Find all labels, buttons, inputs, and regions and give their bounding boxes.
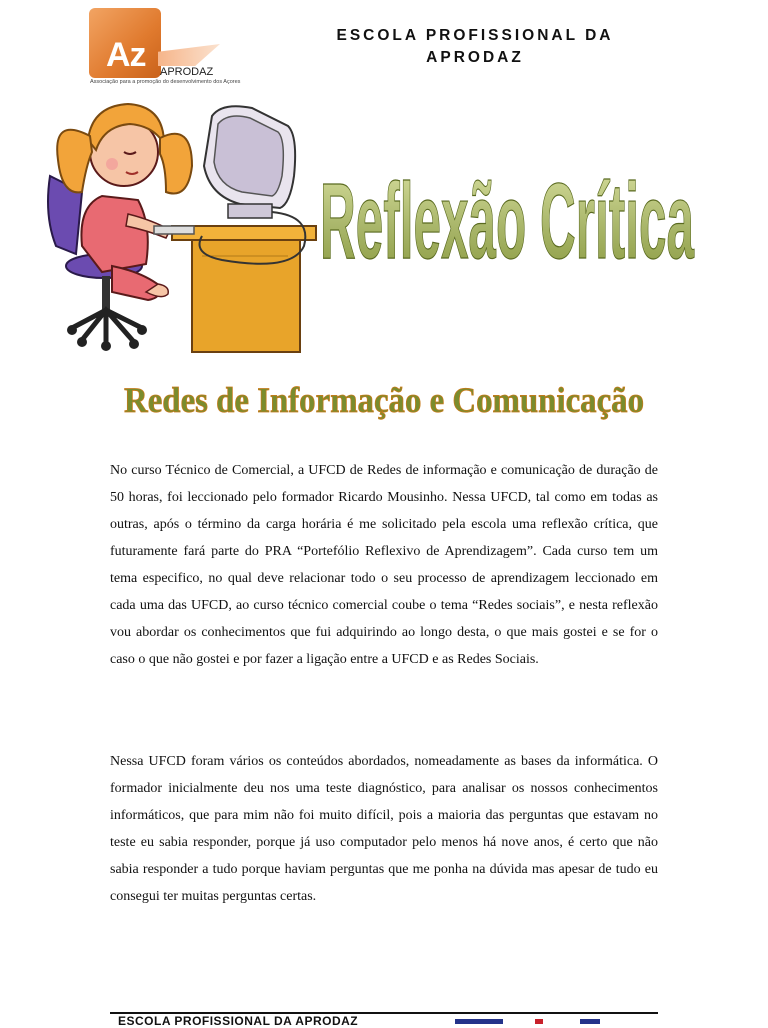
logo-letters: Az [106, 36, 146, 74]
paragraph-2: Nessa UFCD foram vários os conteúdos abordados, nomeadamente as bases da informática. O formador inicialmente deu nos uma teste diagnóstico, para analisar os nossos conhecimentos informáticos, que para mim não foi muito difícil, pois a maioria das perguntas que estavam no teste eu sabia responder, porque já uso computador pelo menos há nove anos, é certo que não sabia responder a tudo porque haviam perguntas que me ponha na dúvida mas apesar de tudo eu consegui ter muitas perguntas certas. [110, 754, 658, 904]
footer-logo-icon [455, 1019, 503, 1024]
logo-name: APRODAZ [160, 66, 214, 78]
footer-text: ESCOLA PROFISSIONAL DA APRODAZ [118, 1014, 359, 1028]
paragraph-1: No curso Técnico de Comercial, a UFCD de Redes de informação e comunicação de duração de 50 horas, foi leccionado pelo formador Ricardo Mousinho. Nessa UFCD, tal como em todas as outras, após o término da carga horária é me solicitado pela escola uma reflexão crítica, que futuramente fará parte do PRA “Portefólio Reflexivo de Aprendizagem”. Cada curso tem um tema especifico, no qual deve relacionar todo o seu processo de aprendizagem leccionado em cada uma das UFCD, ao curso técnico comercial coube o tema “Redes sociais”, e nesta reflexão vou abordar os conhecimentos que fui adquirindo ao longo desta, o que mais gostei e se for o caso o que não gostei e por fazer a ligação entre a UFCD e as Redes Sociais. [110, 463, 658, 667]
subtitle-text: Redes de Informação e Comunicação [124, 380, 644, 420]
school-header [290, 25, 660, 69]
logo-swoosh-icon [158, 44, 220, 66]
footer-logo-icon [580, 1019, 600, 1024]
footer-logo-icon [535, 1019, 543, 1024]
desk-icon [154, 226, 316, 352]
logo-tagline: Associação para a promoção do desenvolvimento dos Açores [90, 79, 241, 85]
subtitle [110, 372, 658, 422]
wordart-title [316, 132, 698, 292]
school-line-1: ESCOLA PROFISSIONAL DA [336, 27, 614, 44]
school-line-2: APRODAZ [426, 49, 524, 66]
girl-at-computer-illustration [42, 96, 320, 358]
wordart-title-text: Reflexão Crítica [320, 160, 695, 281]
